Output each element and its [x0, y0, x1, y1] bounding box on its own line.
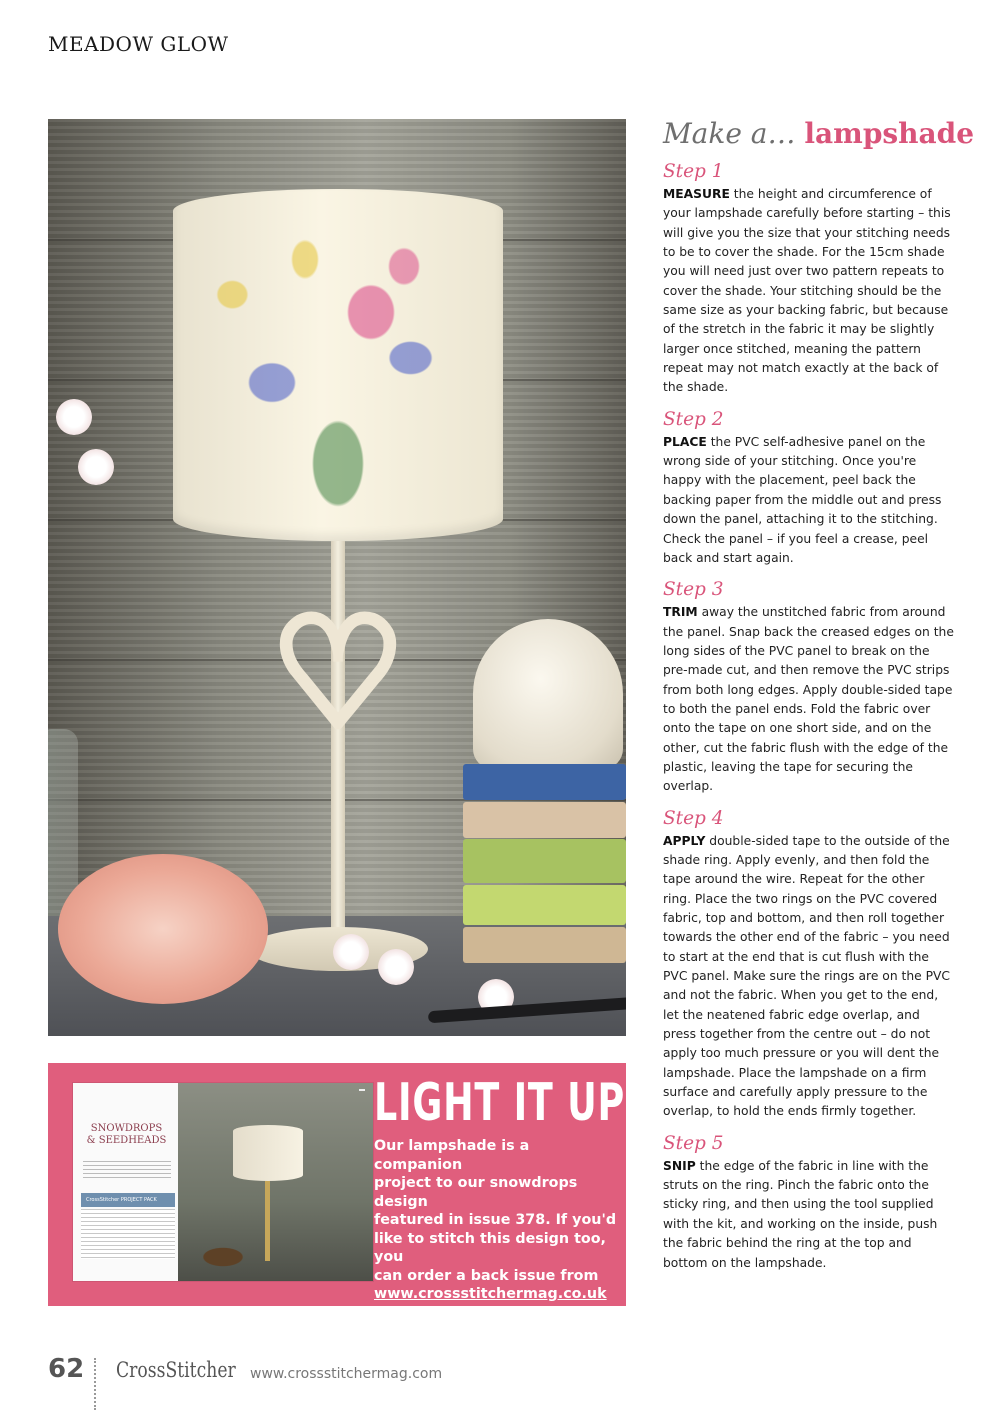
promo-period: .: [553, 1323, 559, 1339]
step-heading: Step 1: [663, 161, 724, 182]
thumbnail-lampshade: [233, 1125, 303, 1181]
thumbnail-pinecone: [193, 1243, 253, 1271]
book: [463, 885, 626, 925]
step-text: [663, 1157, 955, 1273]
article-column: [663, 112, 975, 1283]
thumbnail-project-pack: CrossStitcher PROJECT PACK: [81, 1193, 175, 1207]
promo-headline: LIGHT IT UP!: [374, 1073, 643, 1133]
ceramic-pot: [473, 619, 623, 769]
thumbnail-pack-text: [81, 1209, 175, 1259]
step-keyword: MEASURE: [663, 187, 730, 201]
step-body: the PVC self-adhesive panel on the wrong side of your stitching. Once you're happy with the placement, peel back the backing paper from the middle out and press down the panel, attaching it to the stitching. Check the panel – if you feel a crease, peel back and start again.: [663, 434, 942, 565]
blossom: [78, 449, 114, 485]
promo-body: [374, 1137, 619, 1341]
thumbnail-subtitle: [83, 1161, 171, 1179]
thumbnail-tag: [359, 1089, 365, 1091]
book: [463, 764, 626, 800]
step-keyword: PLACE: [663, 434, 707, 449]
back-issue-thumbnail: [73, 1083, 373, 1281]
promo-line: like to stitch this design too, you: [374, 1230, 606, 1265]
footer-divider: [94, 1358, 96, 1410]
page-number: 62: [48, 1354, 85, 1384]
step-text: [663, 185, 955, 398]
step-keyword: TRIM: [663, 605, 698, 620]
book: [463, 927, 626, 963]
section-label: MEADOW GLOW: [48, 32, 229, 56]
pocketmags-link[interactable]: pocketmags.com: [416, 1323, 554, 1339]
step-text: [663, 433, 955, 568]
step-body: double-sided tape to the outside of the shade ring. Apply evenly, and then fold the tape around the wire. Repeat for the other ring. Place the two rings on the PVC covered fabric, top and bottom, and then roll together towards the other end of the fabric – you need to start at the end that is cut flush with the PVC panel. Make sure the rings are on the PVC and not the fabric. When you get to the end, let the neatened fabric edge overlap, and press together from the centre out – do not apply too much pressure or you will dent the lampshade. Place the lampshade on a firm surface and carefully apply pressure to the overlap, to hold the ends firmly together.: [663, 833, 951, 1119]
step-heading: Step 5: [663, 1132, 724, 1154]
blossom: [378, 949, 414, 985]
book: [463, 802, 626, 838]
cross-stitch-lampshade: [173, 189, 503, 541]
step-text: [663, 603, 955, 796]
article-title: [663, 112, 975, 156]
blossom: [56, 399, 92, 435]
promo-line: project to our snowdrops design: [374, 1175, 578, 1210]
peony-flower: [58, 854, 268, 1004]
promo-line: can order a back issue from: [374, 1267, 599, 1284]
promo-line: or download a digital edition: [374, 1304, 607, 1321]
step-body: away the unstitched fabric from around the panel. Snap back the creased edges on the long sides of the PVC panel to break on the pre-made cut, and then remove the PVC strips from both long edges. Apply double-sided tape to both the panel ends. Fold the fabric over onto the tape on one short side, and on the other, cut the fabric flush with the edge of the plastic, leaving the tape for securing the overlap.: [663, 605, 954, 794]
lampshade-photo: [48, 119, 626, 1036]
promo-line: from: [374, 1323, 417, 1339]
footer-url[interactable]: www.crossstitchermag.com: [250, 1366, 443, 1382]
magazine-logo: CrossStitcher: [116, 1358, 236, 1382]
step-keyword: APPLY: [663, 833, 706, 848]
page-footer: [48, 1354, 648, 1404]
article-title-prefix: Make a…: [663, 117, 796, 150]
step-heading: Step 4: [663, 807, 724, 829]
promo-box: [48, 1063, 643, 1339]
thumbnail-title: SNOWDROPS & SEEDHEADS: [86, 1123, 167, 1146]
step-text: [663, 832, 955, 1122]
thumbnail-lamp-stem: [265, 1181, 270, 1261]
blossom: [333, 934, 369, 970]
book: [463, 839, 626, 883]
article-title-main: lampshade: [804, 117, 975, 150]
promo-line: Our lampshade is a companion: [374, 1138, 530, 1173]
step-body: the height and circumference of your lampshade carefully before starting – this will give you the size that your stitching needs to be to cover the shade. For the 15cm shade you will need just over two pattern repeats to cover the shade. Your stitching should be the same size as your backing fabric, but because of the stretch in the fabric it may be slightly larger once stitched, meaning the pattern repeat may not match exactly at the back of the shade.: [663, 187, 951, 395]
step-body: the edge of the fabric in line with the struts on the ring. Pinch the fabric onto the sticky ring, and then using the tool supplied with the kit, and working on the inside, push the fabric behind the ring at the top and bottom on the lampshade.: [663, 1158, 938, 1270]
wicker-heart: ♡: [270, 587, 406, 761]
step-keyword: SNIP: [663, 1158, 696, 1173]
step-heading: Step 2: [663, 408, 724, 430]
back-issue-link[interactable]: www.crossstitchermag.co.uk: [374, 1286, 607, 1302]
promo-line: featured in issue 378. If you'd: [374, 1212, 617, 1228]
step-heading: Step 3: [663, 579, 724, 601]
